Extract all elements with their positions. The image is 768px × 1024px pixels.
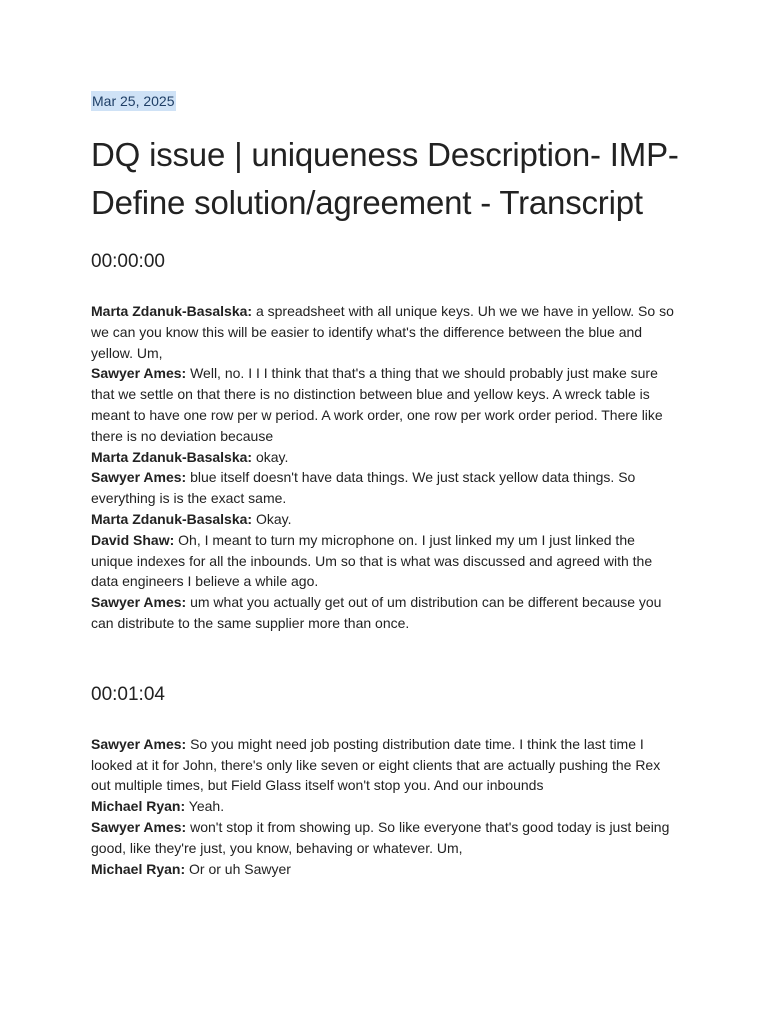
utterance-text: Okay. [255, 510, 292, 527]
transcript-section [91, 249, 680, 634]
speaker-name: Michael Ryan: [91, 798, 186, 815]
transcript-section [91, 682, 680, 880]
utterance [91, 363, 680, 446]
utterance-text: blue itself doesn't have data things. We just stack yellow data things. So everything is is the exact same. [91, 469, 636, 507]
utterance-text: um what you actually get out of um distribution can be different because you can distribute to the same supplier more than once. [91, 594, 662, 631]
speaker-name: Marta Zdanuk-Basalska: [91, 303, 253, 319]
utterance-list [91, 734, 680, 880]
speaker-name: Sawyer Ames: [91, 469, 187, 486]
document-date[interactable]: Mar 25, 2025 [92, 93, 175, 109]
utterance-text: okay. [255, 448, 289, 465]
utterance-text: Oh, I meant to turn my microphone on. I just linked my um I just linked the unique indexes for all the inbounds. Um so that is what was discussed and agreed with the data engineers I believe a while ago. [91, 531, 653, 590]
utterance-text: won't stop it from showing up. So like everyone that's good today is just being good, like they're just, you know, behaving or whatever. Um, [91, 818, 670, 856]
utterance [91, 817, 680, 859]
speaker-name: Michael Ryan: [91, 860, 186, 877]
utterance [91, 734, 680, 796]
document-title: DQ issue | uniqueness Description- IMP- Define solution/agreement - Transcript [91, 136, 679, 221]
utterance [91, 467, 680, 509]
speaker-name: Marta Zdanuk-Basalska: [91, 510, 253, 527]
utterance [91, 859, 680, 880]
utterance [91, 592, 680, 634]
speaker-name: Sawyer Ames: [91, 365, 187, 382]
section-timestamp: 00:00:00 [91, 251, 165, 272]
speaker-name: Marta Zdanuk-Basalska: [91, 448, 253, 465]
utterance-list [91, 301, 680, 634]
speaker-name: Sawyer Ames: [91, 594, 187, 611]
speaker-name: Sawyer Ames: [91, 735, 187, 752]
utterance-text: Well, no. I I I think that that's a thing that we should probably just make sure that we settle on that there is no distinction between blue and yellow keys. A wreck table is meant to have one row per w period. A work order, one row per work order period. There like there is no deviation because [91, 365, 663, 444]
speaker-name: David Shaw: [91, 531, 175, 548]
speaker-name: Sawyer Ames: [91, 818, 187, 835]
utterance [91, 509, 680, 530]
utterance [91, 530, 680, 592]
utterance-text: Yeah. [188, 798, 225, 815]
utterance-text: So you might need job posting distribution date time. I think the last time I looked at it for John, there's only like seven or eight clients that are actually pushing the Rex out multiple times, but Field Glass itself won't stop you. And our inbounds [91, 735, 661, 794]
utterance-text: a spreadsheet with all unique keys. Uh we we have in yellow. So so we can you know this will be easier to identify what's the difference between the blue and yellow. Um, [91, 303, 674, 361]
utterance [91, 301, 680, 363]
utterance [91, 447, 680, 468]
section-timestamp: 00:01:04 [91, 683, 165, 705]
utterance-text: Or or uh Sawyer [189, 860, 291, 877]
utterance [91, 796, 680, 817]
